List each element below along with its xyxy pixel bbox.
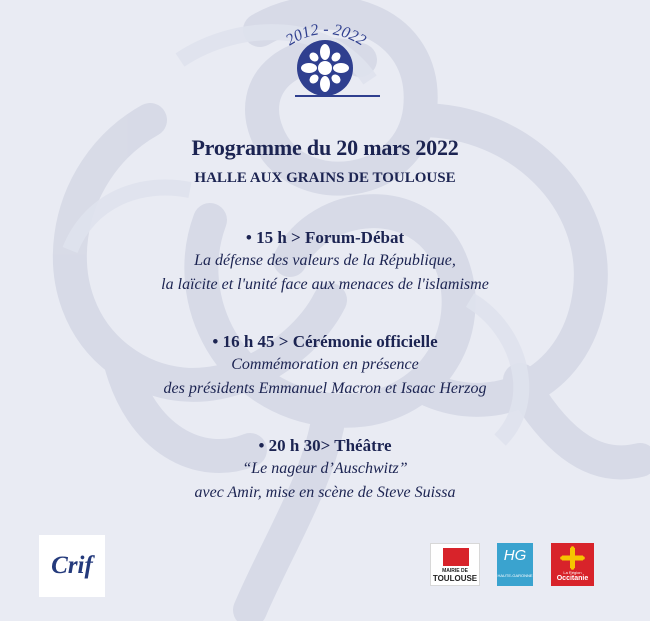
crif-star-icon (255, 10, 395, 100)
haute-garonne-text: HAUTE-GARONNE (497, 573, 533, 578)
occitanie-logo-line2: Occitanie (556, 575, 589, 582)
crif-logo: Crif (39, 535, 105, 597)
toulouse-logo-line1: MAIRIE DE (442, 568, 468, 574)
event-theatre (0, 435, 650, 505)
event-heading: • 16 h 45 > Cérémonie officielle (212, 332, 438, 351)
mairie-toulouse-logo (430, 543, 480, 586)
event-description-line: “Le nageur d’Auschwitz” (242, 460, 408, 477)
toulouse-logo-line2: TOULOUSE (432, 574, 478, 583)
emblem-years: 2012 - 2022 (282, 20, 369, 50)
event-forum-debat (0, 227, 650, 297)
occitan-cross-icon (559, 546, 586, 570)
occitanie-logo-line1: La Région (563, 570, 582, 575)
event-description-line: Commémoration en présence (231, 356, 419, 373)
event-heading: • 15 h > Forum-Débat (245, 228, 405, 247)
event-ceremonie (0, 331, 650, 401)
haute-garonne-logo (497, 543, 533, 586)
event-description-line: des présidents Emmanuel Macron et Isaac Herzog (163, 380, 487, 397)
event-description-line: la laïcite et l'unité face aux menaces de l'islamisme (161, 276, 489, 293)
region-occitanie-logo (551, 543, 594, 586)
program-title: Programme du 20 mars 2022 (191, 135, 459, 160)
occitan-cross-icon (443, 548, 469, 566)
event-description-line: avec Amir, mise en scène de Steve Suissa (194, 484, 456, 501)
event-heading: • 20 h 30> Théâtre (258, 436, 392, 455)
haute-garonne-mark: HG (503, 547, 527, 564)
event-description-line: La défense des valeurs de la République, (194, 252, 456, 269)
anniversary-emblem (255, 10, 395, 100)
program-venue: HALLE AUX GRAINS DE TOULOUSE (194, 170, 456, 186)
